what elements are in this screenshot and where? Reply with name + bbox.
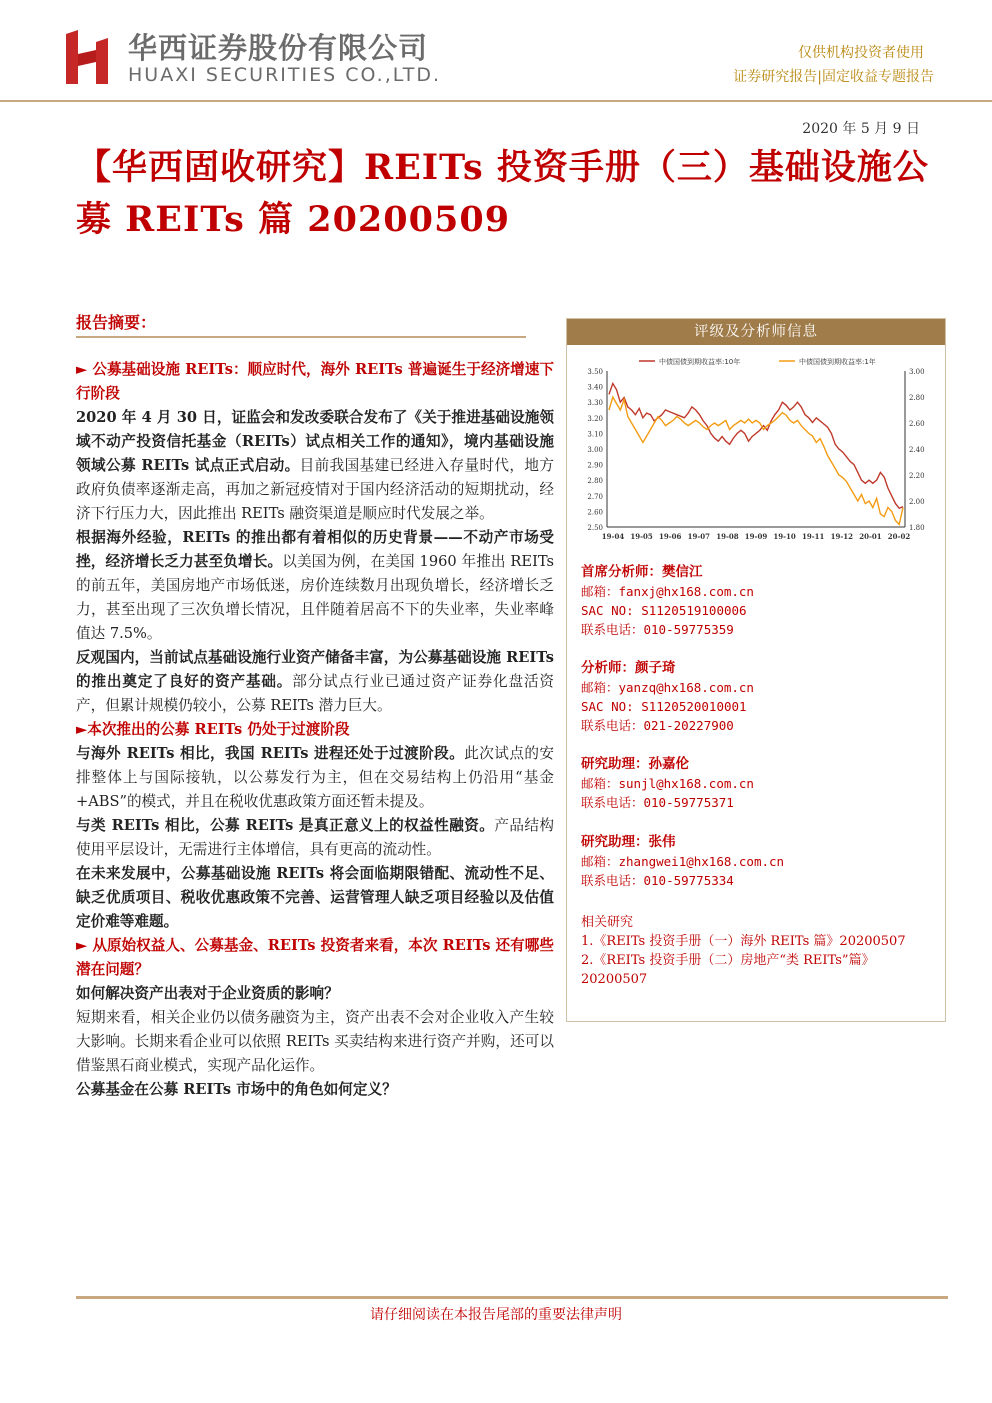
usage-note: 仅供机构投资者使用 xyxy=(798,45,924,61)
x-tick: 19-05 xyxy=(630,532,653,541)
y-tick-right: 2.00 xyxy=(909,498,925,506)
analyst-email[interactable]: 邮箱：sunjl@hx168.com.cn xyxy=(581,776,754,791)
abstract-divider xyxy=(76,336,526,338)
x-tick: 19-12 xyxy=(830,532,853,541)
y-tick-right: 2.60 xyxy=(909,420,925,428)
paragraph: 根据海外经验，REITs 的推出都有着相似的历史背景——不动产市场受挫，经济增长乏力甚至负增长。以美国为例，在美国 1960 年推出 REITs 的前五年，美国房地产市场低迷，房价连续数月出现负增长，经济增长乏力，甚至出现了三次负增长情况，且伴随着居高不下的失业率，失业率峰值达 7.5%。 xyxy=(76,529,554,642)
paragraph: 短期来看，相关企业仍以债务融资为主，资产出表不会对企业收入产生较大影响。长期来看企业可以依照 REITs 买卖结构来进行资产并购，还可以借鉴黑石商业模式，实现产品化运作。 xyxy=(76,1009,554,1074)
analyst-email[interactable]: 邮箱：fanxj@hx168.com.cn xyxy=(581,584,754,599)
analyst-email[interactable]: 邮箱：zhangwei1@hx168.com.cn xyxy=(581,854,785,869)
analyst-role: 研究助理：张伟 xyxy=(581,834,676,850)
analyst-role: 分析师：颜子琦 xyxy=(581,660,676,676)
report-date: 2020 年 5 月 9 日 xyxy=(802,121,920,137)
y-tick-right: 1.80 xyxy=(909,524,925,532)
series-line xyxy=(609,384,903,509)
analyst-card xyxy=(581,833,784,890)
legal-notice: 请仔细阅读在本报告尾部的重要法律声明 xyxy=(370,1307,622,1323)
legend-label: 中债国债到期收益率:10年 xyxy=(659,358,741,366)
x-tick: 20-01 xyxy=(859,532,882,541)
related-title: 相关研究 xyxy=(581,915,634,930)
yield-chart xyxy=(573,349,939,564)
company-logo xyxy=(62,28,114,86)
x-tick: 19-08 xyxy=(716,532,739,541)
paragraph: 2020 年 4 月 30 日，证监会和发改委联合发布了《关于推进基础设施领域不动产投资信托基金（REITs）试点相关工作的通知》，境内基础设施领域公募 REITs 试点正式启动。目前我国基建已经进入存量时代，地方政府负债率逐渐走高，再加之新冠疫情对于国内经济活动的短期扰动，经济下行压力大，因此推出 REITs 融资渠道是顺应时代发展之举。 xyxy=(76,409,554,522)
report-type: 证券研究报告|固定收益专题报告 xyxy=(733,69,934,85)
y-tick-left: 3.40 xyxy=(587,383,603,392)
company-name-en: HUAXI SECURITIES CO.,LTD. xyxy=(128,64,441,86)
report-title: 【华西固收研究】REITs 投资手册（三）基础设施公募 REITs 篇 20200509 xyxy=(76,147,929,240)
y-tick-left: 2.60 xyxy=(587,508,603,517)
x-tick: 19-11 xyxy=(802,532,825,541)
y-tick-left: 3.50 xyxy=(587,368,603,376)
abstract-body xyxy=(76,358,554,1102)
footer-divider xyxy=(76,1296,948,1299)
x-tick: 20-02 xyxy=(887,532,911,541)
analyst-phone: 联系电话：021-20227900 xyxy=(581,718,734,733)
paragraph: 与海外 REITs 相比，我国 REITs 进程还处于过渡阶段。此次试点的安排整体上与国际接轨，以公募发行为主，但在交易结构上仍沿用“基金+ABS”的模式，并且在税收优惠政策方面还暂未提及。 xyxy=(76,745,554,810)
x-tick: 19-06 xyxy=(659,532,682,541)
header-divider xyxy=(0,100,992,102)
series-line xyxy=(609,397,903,524)
y-tick-right: 2.40 xyxy=(909,446,925,454)
analyst-sac: SAC NO: S1120519100006 xyxy=(581,603,747,618)
paragraph: 在未来发展中，公募基础设施 REITs 将会面临期限错配、流动性不足、缺乏优质项目、税收优惠政策不完善、运营管理人缺乏项目经验以及估值定价难等难题。 xyxy=(76,865,554,930)
analyst-phone: 联系电话：010-59775334 xyxy=(581,873,734,888)
y-tick-left: 3.30 xyxy=(587,399,603,408)
y-tick-left: 2.80 xyxy=(587,477,603,486)
y-tick-right: 2.20 xyxy=(909,472,925,480)
analyst-role: 研究助理：孙嘉伦 xyxy=(581,756,689,772)
y-tick-left: 2.90 xyxy=(587,461,603,470)
related-item[interactable]: 2.《REITs 投资手册（二）房地产“类 REITs”篇》20200507 xyxy=(581,953,875,987)
section-heading: ►本次推出的公募 REITs 仍处于过渡阶段 xyxy=(76,721,350,738)
panel-heading: 评级及分析师信息 xyxy=(567,319,945,345)
abstract-heading: 报告摘要： xyxy=(76,313,157,332)
x-tick: 19-04 xyxy=(601,532,625,541)
related-research xyxy=(581,913,933,989)
analyst-card xyxy=(581,563,754,639)
section-heading: ► 从原始权益人、公募基金、REITs 投资者来看，本次 REITs 还有哪些潜在问题？ xyxy=(76,937,554,978)
analyst-role: 首席分析师：樊信江 xyxy=(581,564,703,580)
section-heading: ► 公募基础设施 REITs：顺应时代，海外 REITs 普遍诞生于经济增速下行阶段 xyxy=(76,361,554,402)
analyst-email[interactable]: 邮箱：yanzq@hx168.com.cn xyxy=(581,680,754,695)
legend-label: 中债国债到期收益率:1年 xyxy=(799,358,876,366)
y-tick-right: 2.80 xyxy=(909,394,925,402)
company-name-cn: 华西证券股份有限公司 xyxy=(128,31,429,65)
x-tick: 19-10 xyxy=(773,532,796,541)
x-tick: 19-09 xyxy=(744,532,768,541)
analyst-sac: SAC NO: S1120520010001 xyxy=(581,699,747,714)
y-tick-left: 2.50 xyxy=(587,524,603,532)
analyst-panel xyxy=(566,318,946,1022)
analyst-card xyxy=(581,755,754,812)
question: 公募基金在公募 REITs 市场中的角色如何定义？ xyxy=(76,1081,397,1098)
paragraph: 反观国内，当前试点基础设施行业资产储备丰富，为公募基础设施 REITs 的推出奠定了良好的资产基础。部分试点行业已通过资产证券化盘活资产，但累计规模仍较小，公募 REITs 潜力巨大。 xyxy=(76,649,554,714)
y-tick-left: 2.70 xyxy=(587,492,603,501)
y-tick-left: 3.00 xyxy=(587,446,603,454)
y-tick-left: 3.10 xyxy=(587,430,603,439)
related-item[interactable]: 1.《REITs 投资手册（一）海外 REITs 篇》20200507 xyxy=(581,934,906,949)
paragraph: 与类 REITs 相比，公募 REITs 是真正意义上的权益性融资。产品结构使用平层设计，无需进行主体增信，具有更高的流动性。 xyxy=(76,817,554,858)
x-tick: 19-07 xyxy=(687,532,710,541)
question: 如何解决资产出表对于企业资质的影响？ xyxy=(76,985,339,1002)
y-tick-right: 3.00 xyxy=(909,368,925,376)
y-tick-left: 3.20 xyxy=(587,414,603,423)
analyst-card xyxy=(581,659,754,735)
analyst-phone: 联系电话：010-59775371 xyxy=(581,795,734,810)
analyst-phone: 联系电话：010-59775359 xyxy=(581,622,734,637)
